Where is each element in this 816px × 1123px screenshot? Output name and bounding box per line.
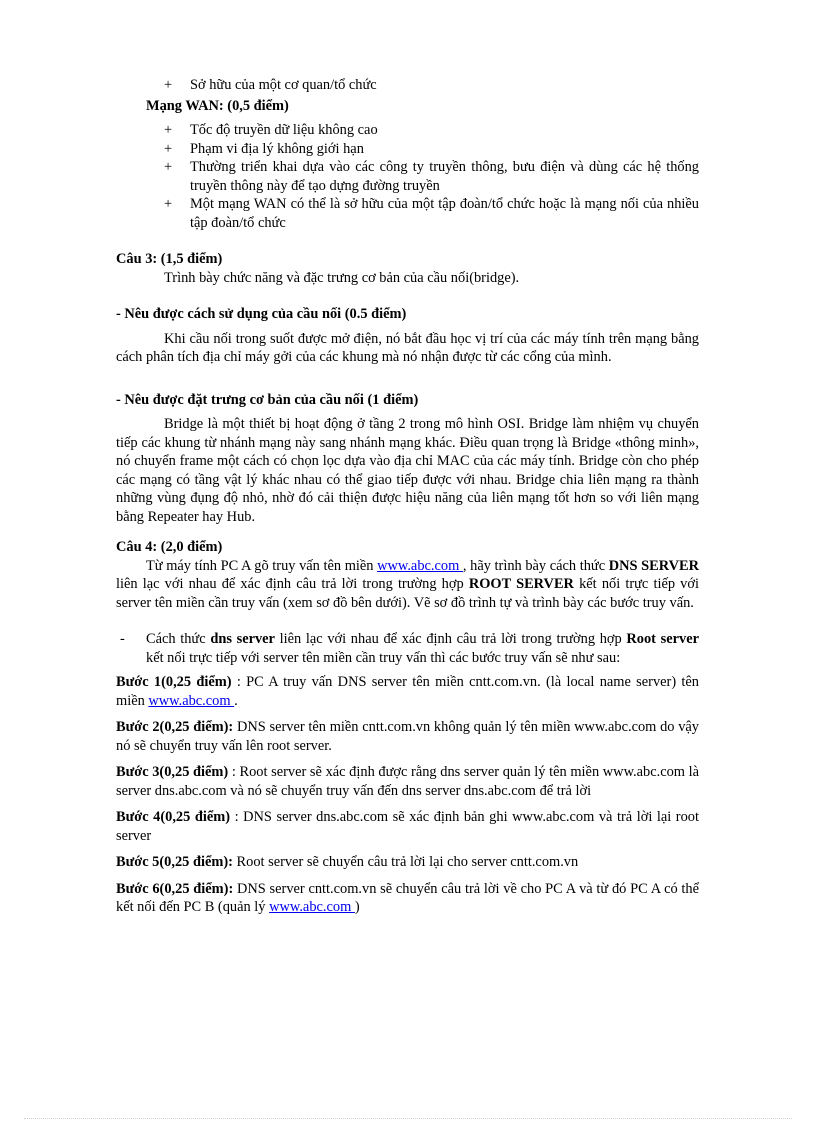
step-label: Bước 3(0,25 điểm) [116, 764, 229, 780]
cau4-q-bold: DNS SERVER [608, 557, 700, 574]
cau3-heading: Câu 3: (1,5 điểm) [116, 251, 223, 267]
step-text: DNS server tên miền cntt.com.vn không quản lý tên miền www.abc.com do vậy nó sẽ chuyển truy vấn lên root server. [116, 719, 700, 754]
cau3-sub2-text: Bridge là một thiết bị hoạt động ở tầng 2 trong mô hình OSI. Bridge làm nhiệm vụ chuyển tiếp các khung từ nhánh mạng này sang nhánh mạng khác. Điều quan trọng là Bridge «thông minh», nó chuyển frame một cách có chọn lọc dựa vào địa chỉ MAC của các máy tính. Bridge còn cho phép các mạng có tầng vật lý khác nhau có thể giao tiếp được với nhau. Bridge chia liên mạng ra thành những vùng đụng độ nhỏ, nhờ đó cải thiện được hiệu năng của liên mạng tốt hơn so với liên mạng bằng Repeater hay Hub. [116, 416, 699, 525]
dash-bold: Root server [626, 631, 699, 647]
cau4-q-text: kết nối trực tiếp với server tên miền cần truy vấn (xem sơ đồ bên dưới). Vẽ sơ đồ trình tự và trình bày các bước truy vấn. [116, 576, 699, 611]
step-text: : DNS server dns.abc.com sẽ xác định bản ghi www.abc.com và trả lời lại root server [116, 809, 699, 844]
cau4-question [116, 557, 699, 613]
step-3 [116, 763, 699, 800]
list-item [116, 76, 699, 95]
step-label: Bước 6(0,25 điểm): [116, 880, 234, 897]
cau3-sub2-heading: - Nêu được đặt trưng cơ bản của cầu nối (1 điểm) [116, 391, 419, 408]
cau4-q-text: , hãy trình bày cách thức [462, 557, 609, 574]
wan-heading: Mạng WAN: (0,5 điểm) [146, 97, 289, 114]
step-label: Bước 1(0,25 điểm) [116, 674, 232, 690]
dash-marker: - [120, 631, 125, 647]
step-label: Bước 5(0,25 điểm): [116, 854, 233, 870]
step-text: : Root server sẽ xác định được rằng dns server quản lý tên miền www.abc.com là server dns.abc.com và nó sẽ chuyển truy vấn đến dns server dns.abc.com để trả lời [116, 764, 699, 799]
bullet-marker: + [164, 159, 173, 175]
step-6 [116, 880, 699, 917]
list-item [116, 121, 699, 140]
step-text: : PC A truy vấn DNS server tên miền cntt.com.vn. (là local name server) tên miền [116, 674, 700, 709]
bullet-text: Thường triển khai dựa vào các công ty truyền thông, bưu điện và dùng các hệ thống truyền thông này để tạo dựng đường truyền [190, 159, 699, 194]
document-page [116, 76, 699, 925]
cau4-q-text: Từ máy tính PC A gõ truy vấn tên miền [146, 557, 378, 574]
step-label: Bước 4(0,25 điểm) [116, 809, 231, 825]
step-text: ) [354, 899, 360, 915]
step-2 [116, 718, 699, 755]
cau4-q-bold: ROOT SERVER [468, 576, 574, 592]
step-1 [116, 673, 699, 710]
step-5 [116, 853, 699, 872]
dash-text: liên lạc với nhau để xác định câu trả lời trong trường hợp [274, 631, 627, 647]
cau3-sub1-heading: - Nêu được cách sử dụng của cầu nối (0.5 điểm) [116, 306, 407, 322]
bullet-marker: + [164, 77, 173, 93]
step-text: Root server sẽ chuyển câu trả lời lại cho server cntt.com.vn [232, 854, 579, 870]
step-label: Bước 2(0,25 điểm): [116, 719, 234, 735]
bullet-marker: + [164, 196, 173, 212]
bullet-text: Phạm vi địa lý không giới hạn [190, 140, 364, 157]
list-item [116, 140, 699, 159]
dash-text: kết nối trực tiếp với server tên miền cần truy vấn thì các bước truy vấn sẽ như sau: [146, 649, 621, 666]
bullet-marker: + [164, 122, 173, 138]
cau3-sub1-text: Khi cầu nối trong suốt được mở điện, nó bắt đầu học vị trí của các máy tính trên mạng bằng cách phân tích địa chỉ máy gởi của các khung mà nó nhận được từ các cổng của mình. [116, 330, 699, 365]
dash-text: Cách thức [146, 631, 211, 647]
step-text: . [234, 692, 238, 709]
dash-bold: dns server [210, 631, 275, 647]
bullet-text: Một mạng WAN có thể là sở hữu của một tập đoàn/tổ chức hoặc là mạng nối của nhiều tập đoàn/tổ chức [190, 196, 699, 231]
step-4 [116, 808, 699, 845]
abc-link[interactable]: www.abc.com [377, 557, 463, 574]
bullet-marker: + [164, 140, 173, 157]
cau3-question: Trình bày chức năng và đặc trưng cơ bản của cầu nối(bridge). [164, 269, 520, 286]
abc-link[interactable]: www.abc.com [269, 899, 355, 915]
list-item [116, 630, 699, 667]
list-item [116, 158, 699, 195]
bullet-text: Sở hữu của một cơ quan/tổ chức [190, 77, 377, 93]
page-bottom-rule [24, 1118, 792, 1119]
step-text: DNS server cntt.com.vn sẽ chuyển câu trả lời về cho PC A và từ đó PC A có thể kết nối đến PC B (quản lý [116, 880, 699, 915]
bullet-text: Tốc độ truyền dữ liệu không cao [190, 122, 378, 138]
abc-link[interactable]: www.abc.com [148, 692, 235, 709]
cau4-heading: Câu 4: (2,0 điểm) [116, 539, 223, 555]
list-item [116, 195, 699, 232]
cau4-q-text: liên lạc với nhau để xác định câu trả lời trong trường hợp [116, 576, 469, 592]
